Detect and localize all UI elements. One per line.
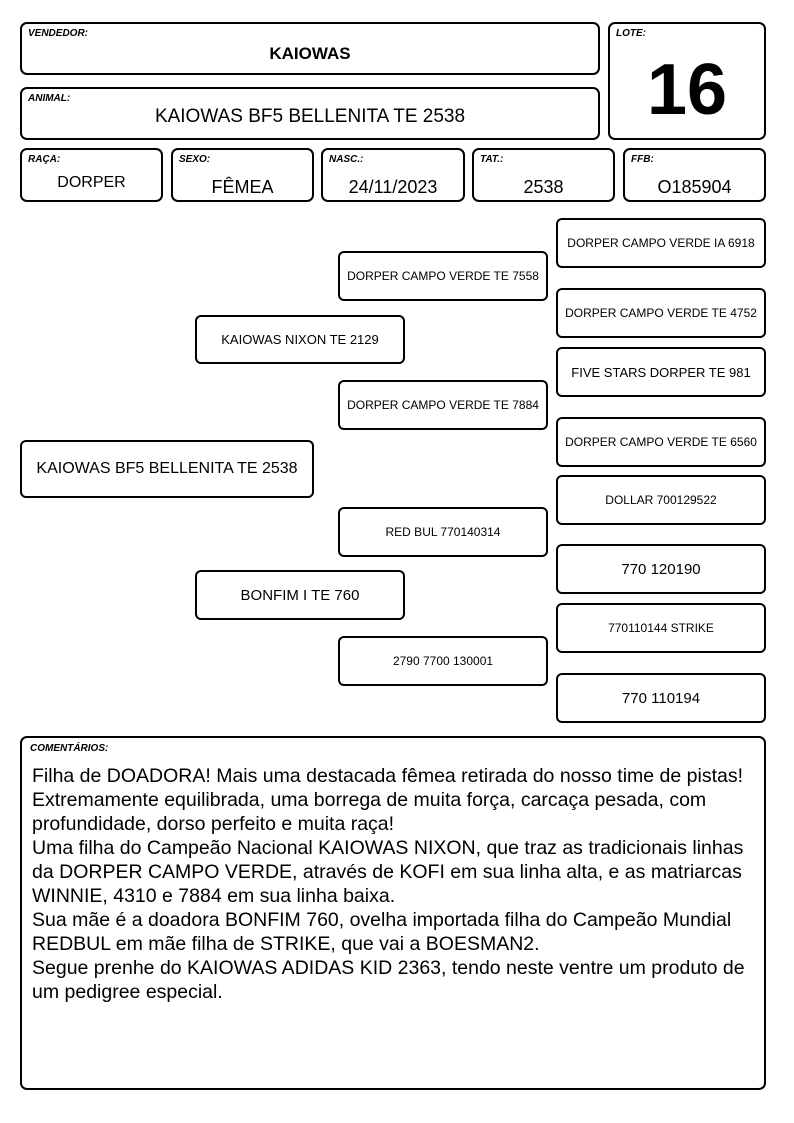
pedigree-ssd: DORPER CAMPO VERDE TE 4752	[556, 288, 766, 338]
ffb-value: O185904	[657, 177, 732, 197]
comments-box	[20, 736, 766, 1090]
pedigree-dam: BONFIM I TE 760	[195, 570, 405, 620]
birth-box	[321, 148, 465, 202]
pedigree-sds: FIVE STARS DORPER TE 981	[556, 347, 766, 397]
pedigree-dss: DOLLAR 700129522	[556, 475, 766, 525]
lot-box	[608, 22, 766, 140]
breed-label: RAÇA:	[28, 154, 61, 165]
comment-line: Filha de DOADORA! Mais uma destacada fêmea retirada do nosso time de pistas!	[32, 765, 743, 787]
pedigree-sire-sire: DORPER CAMPO VERDE TE 7558	[338, 251, 548, 301]
pedigree-ddd: 770 110194	[556, 673, 766, 723]
tattoo-box	[472, 148, 615, 202]
pedigree-dam-dam: 2790 7700 130001	[338, 636, 548, 686]
ffb-label: FFB:	[631, 154, 654, 165]
pedigree-sdd: DORPER CAMPO VERDE TE 6560	[556, 417, 766, 467]
tattoo-value: 2538	[523, 177, 564, 197]
pedigree-sire: KAIOWAS NIXON TE 2129	[195, 315, 405, 364]
pedigree-dsd: 770 120190	[556, 544, 766, 594]
animal-box	[20, 87, 600, 140]
tattoo-label: TAT.:	[480, 154, 504, 165]
breed-value: DORPER	[57, 174, 126, 191]
ffb-box	[623, 148, 766, 202]
comment-line: Uma filha do Campeão Nacional KAIOWAS NIXON, que traz as tradicionais linhas da DORPER CAMPO VERDE, através de KOFI em sua linha alta, e as matriarcas WINNIE, 4310 e 7884 em sua linha baixa.	[32, 837, 744, 907]
lot-number: 16	[646, 50, 728, 130]
comment-line: Extremamente equilibrada, uma borrega de muita força, carcaça pesada, com profundidade, dorso perfeito e muita raça!	[32, 789, 707, 835]
sex-label: SEXO:	[179, 154, 211, 165]
pedigree-dds: 770110144 STRIKE	[556, 603, 766, 653]
comments-label: COMENTÁRIOS:	[30, 743, 109, 754]
animal-label: ANIMAL:	[28, 93, 71, 104]
pedigree-dam-sire: RED BUL 770140314	[338, 507, 548, 557]
breed-box	[20, 148, 163, 202]
pedigree-sire-dam: DORPER CAMPO VERDE TE 7884	[338, 380, 548, 430]
birth-label: NASC.:	[329, 154, 364, 165]
lot-label: LOTE:	[616, 28, 646, 39]
comment-line: Sua mãe é a doadora BONFIM 760, ovelha importada filha do Campeão Mundial REDBUL em mãe filha de STRIKE, que vai a BOESMAN2.	[32, 909, 732, 955]
vendor-box	[20, 22, 600, 75]
sex-box	[171, 148, 314, 202]
comments-text	[32, 764, 754, 1004]
animal-value: KAIOWAS BF5 BELLENITA TE 2538	[154, 106, 466, 127]
sex-value: FÊMEA	[211, 177, 274, 197]
comment-line: Segue prenhe do KAIOWAS ADIDAS KID 2363, tendo neste ventre um produto de um pedigree especial.	[32, 957, 745, 1003]
vendor-value: KAIOWAS	[269, 44, 351, 63]
vendor-label: VENDEDOR:	[28, 28, 89, 39]
pedigree-sss: DORPER CAMPO VERDE IA 6918	[556, 218, 766, 268]
birth-value: 24/11/2023	[348, 177, 438, 197]
pedigree-animal: KAIOWAS BF5 BELLENITA TE 2538	[20, 440, 314, 498]
